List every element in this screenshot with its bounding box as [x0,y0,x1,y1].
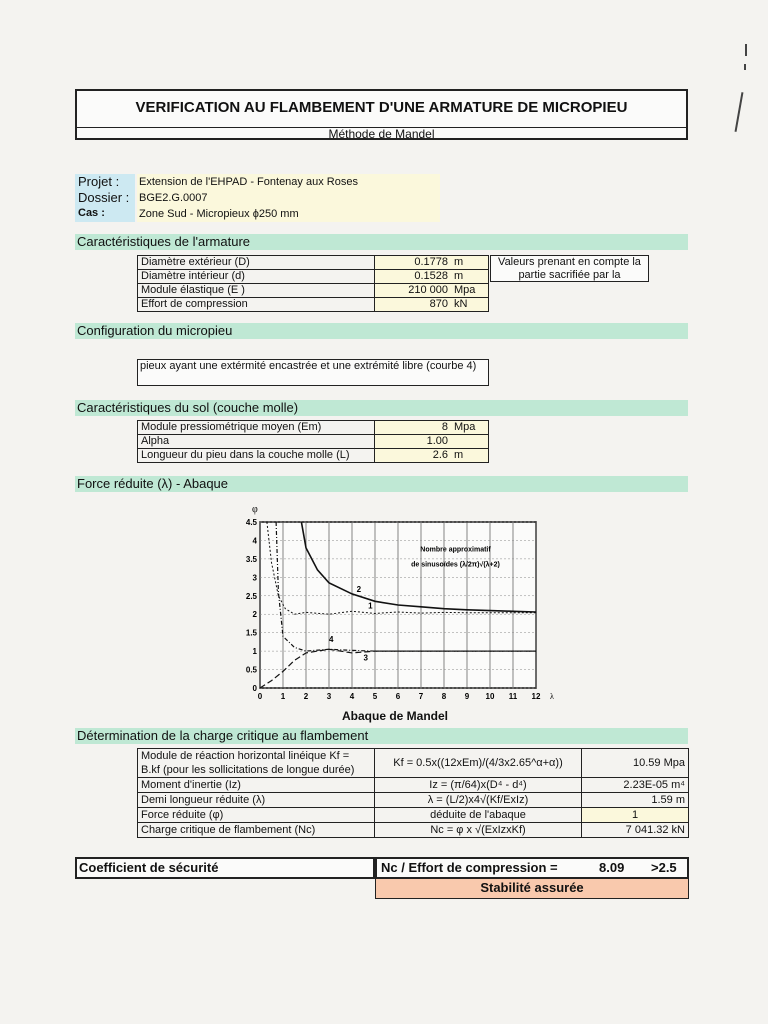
table-row [138,793,689,808]
series-label: 2 [356,585,362,595]
x-tick-label: 2 [303,692,309,701]
y-tick-label: 1 [252,647,257,657]
dossier-value: BGE2.G.0007 [137,190,440,206]
series-label: 4 [329,634,334,644]
projet-label: Projet : [78,174,120,189]
sol-value: 2.6 [375,449,452,463]
y-axis-label: φ [252,504,258,515]
table-row [138,823,689,838]
determination-table [137,748,689,838]
sol-label: Module pressiométrique moyen (Em) [138,421,375,435]
coef-securite-value: 8.09 [599,860,625,875]
section-sol: Caractéristiques du sol (couche molle) [75,400,688,416]
mandel-chart-svg [230,502,560,712]
determination-value: 1.59 m [582,793,689,808]
determination-formula: λ = (L/2)x4√(Kf/ExIz) [375,793,582,808]
armature-value: 0.1528 [375,270,452,284]
determination-value: 7 041.32 kN [582,823,689,838]
scan-mark [744,64,746,70]
determination-label-line: Module de réaction horizontal linéique Kf = [141,750,350,762]
x-tick-label: 3 [326,692,332,701]
armature-label: Diamètre extérieur (D) [138,256,375,270]
y-tick-label: 1.5 [245,628,257,638]
cas-value: Zone Sud - Micropieux ϕ250 mm [137,206,440,222]
y-tick-label: 4.5 [245,518,257,527]
determination-value: 1 [582,808,689,823]
table-row [138,256,489,270]
x-tick-label: 8 [441,692,447,701]
armature-unit: kN [451,298,489,312]
y-tick-label: 3.5 [245,554,257,564]
coef-securite-threshold: >2.5 [651,860,677,875]
y-tick-label: 0 [252,684,257,693]
determination-label [138,778,375,793]
title-box [75,89,688,140]
x-tick-label: 4 [349,692,355,701]
armature-value: 870 [375,298,452,312]
scan-mark [745,44,747,56]
section-abaque: Force réduite (λ) - Abaque [75,476,688,492]
determination-label-line: Moment d'inertie (Iz) [141,779,241,791]
sol-value: 8 [375,421,452,435]
determination-label [138,749,375,778]
determination-label-line: Demi longueur réduite (λ) [141,794,266,806]
series-label: 1 [368,601,373,611]
table-row [138,449,489,463]
armature-note: Valeurs prenant en compte la partie sacrifiée par la [490,255,649,282]
x-tick-label: 1 [280,692,286,701]
armature-unit: m [451,270,489,284]
page-title: VERIFICATION AU FLAMBEMENT D'UNE ARMATURE DE MICROPIEU [135,99,628,116]
armature-unit: Mpa [451,284,489,298]
y-tick-label: 2 [252,610,257,620]
determination-formula: Kf = 0.5x((12xEm)/(4/3x2.65^α+α)) [375,749,582,778]
mandel-chart [230,502,560,712]
sol-label: Alpha [138,435,375,449]
chart-caption: Abaque de Mandel [341,709,448,723]
x-tick-label: 10 [485,692,495,701]
determination-formula: Iz = (π/64)x(D⁴ - d⁴) [375,778,582,793]
coef-securite-label: Coefficient de sécurité [75,857,375,879]
stability-result: Stabilité assurée [375,879,689,899]
sol-value: 1.00 [375,435,452,449]
sol-unit: m [451,449,489,463]
cas-label: Cas : [78,207,105,219]
coef-securite-formula-box [375,857,689,879]
table-row [138,749,689,778]
armature-label: Effort de compression [138,298,375,312]
dossier-label: Dossier : [78,190,130,205]
x-tick-label: 9 [464,692,470,701]
section-armature: Caractéristiques de l'armature [75,234,688,250]
legend-line: de sinusoïdes (λ/2π)√(λ+2) [411,561,500,569]
armature-value: 0.1778 [375,256,452,270]
coef-securite-formula: Nc / Effort de compression = [381,860,558,875]
sol-unit [451,435,489,449]
table-row [138,808,689,823]
armature-label: Diamètre intérieur (d) [138,270,375,284]
armature-label: Module élastique (E ) [138,284,375,298]
sol-unit: Mpa [451,421,489,435]
x-tick-label: 11 [508,692,518,701]
y-tick-label: 2.5 [245,591,257,601]
x-tick-label: 0 [257,692,263,701]
armature-value: 210 000 [375,284,452,298]
table-row [138,421,489,435]
x-axis-label: λ [550,692,554,701]
table-row [138,284,489,298]
armature-unit: m [451,256,489,270]
table-row [138,298,489,312]
determination-label-line: Charge critique de flambement (Nc) [141,824,316,836]
determination-label [138,808,375,823]
determination-value: 2.23E-05 m⁴ [582,778,689,793]
table-row [138,778,689,793]
sol-table [137,420,489,463]
sol-label: Longueur du pieu dans la couche molle (L) [138,449,375,463]
scan-mark [735,92,743,132]
y-tick-label: 3 [252,573,257,583]
series-label: 3 [363,653,368,663]
determination-formula: déduite de l'abaque [375,808,582,823]
section-determination: Détermination de la charge critique au flambement [75,728,688,744]
y-tick-label: 0.5 [245,665,257,675]
determination-value: 10.59 Mpa [582,749,689,778]
armature-table [137,255,489,312]
determination-label-line: B.kf (pour les sollicitations de longue durée) [141,764,355,776]
x-tick-label: 12 [531,692,541,701]
section-configuration: Configuration du micropieu [75,323,688,339]
y-tick-label: 4 [252,536,257,546]
configuration-text: pieux ayant une extérmité encastrée et une extrémité libre (courbe 4) [137,359,489,386]
determination-formula: Nc = φ x √(ExIzxKf) [375,823,582,838]
table-row [138,435,489,449]
x-tick-label: 5 [372,692,378,701]
x-tick-label: 6 [395,692,401,701]
determination-label [138,823,375,838]
determination-label-line: Force réduite (φ) [141,809,224,821]
projet-value: Extension de l'EHPAD - Fontenay aux Roses [137,174,440,190]
page-subtitle: Méthode de Mandel [328,127,435,141]
determination-label [138,793,375,808]
legend-line: Nombre approximatif [420,546,491,554]
x-tick-label: 7 [418,692,424,701]
table-row [138,270,489,284]
